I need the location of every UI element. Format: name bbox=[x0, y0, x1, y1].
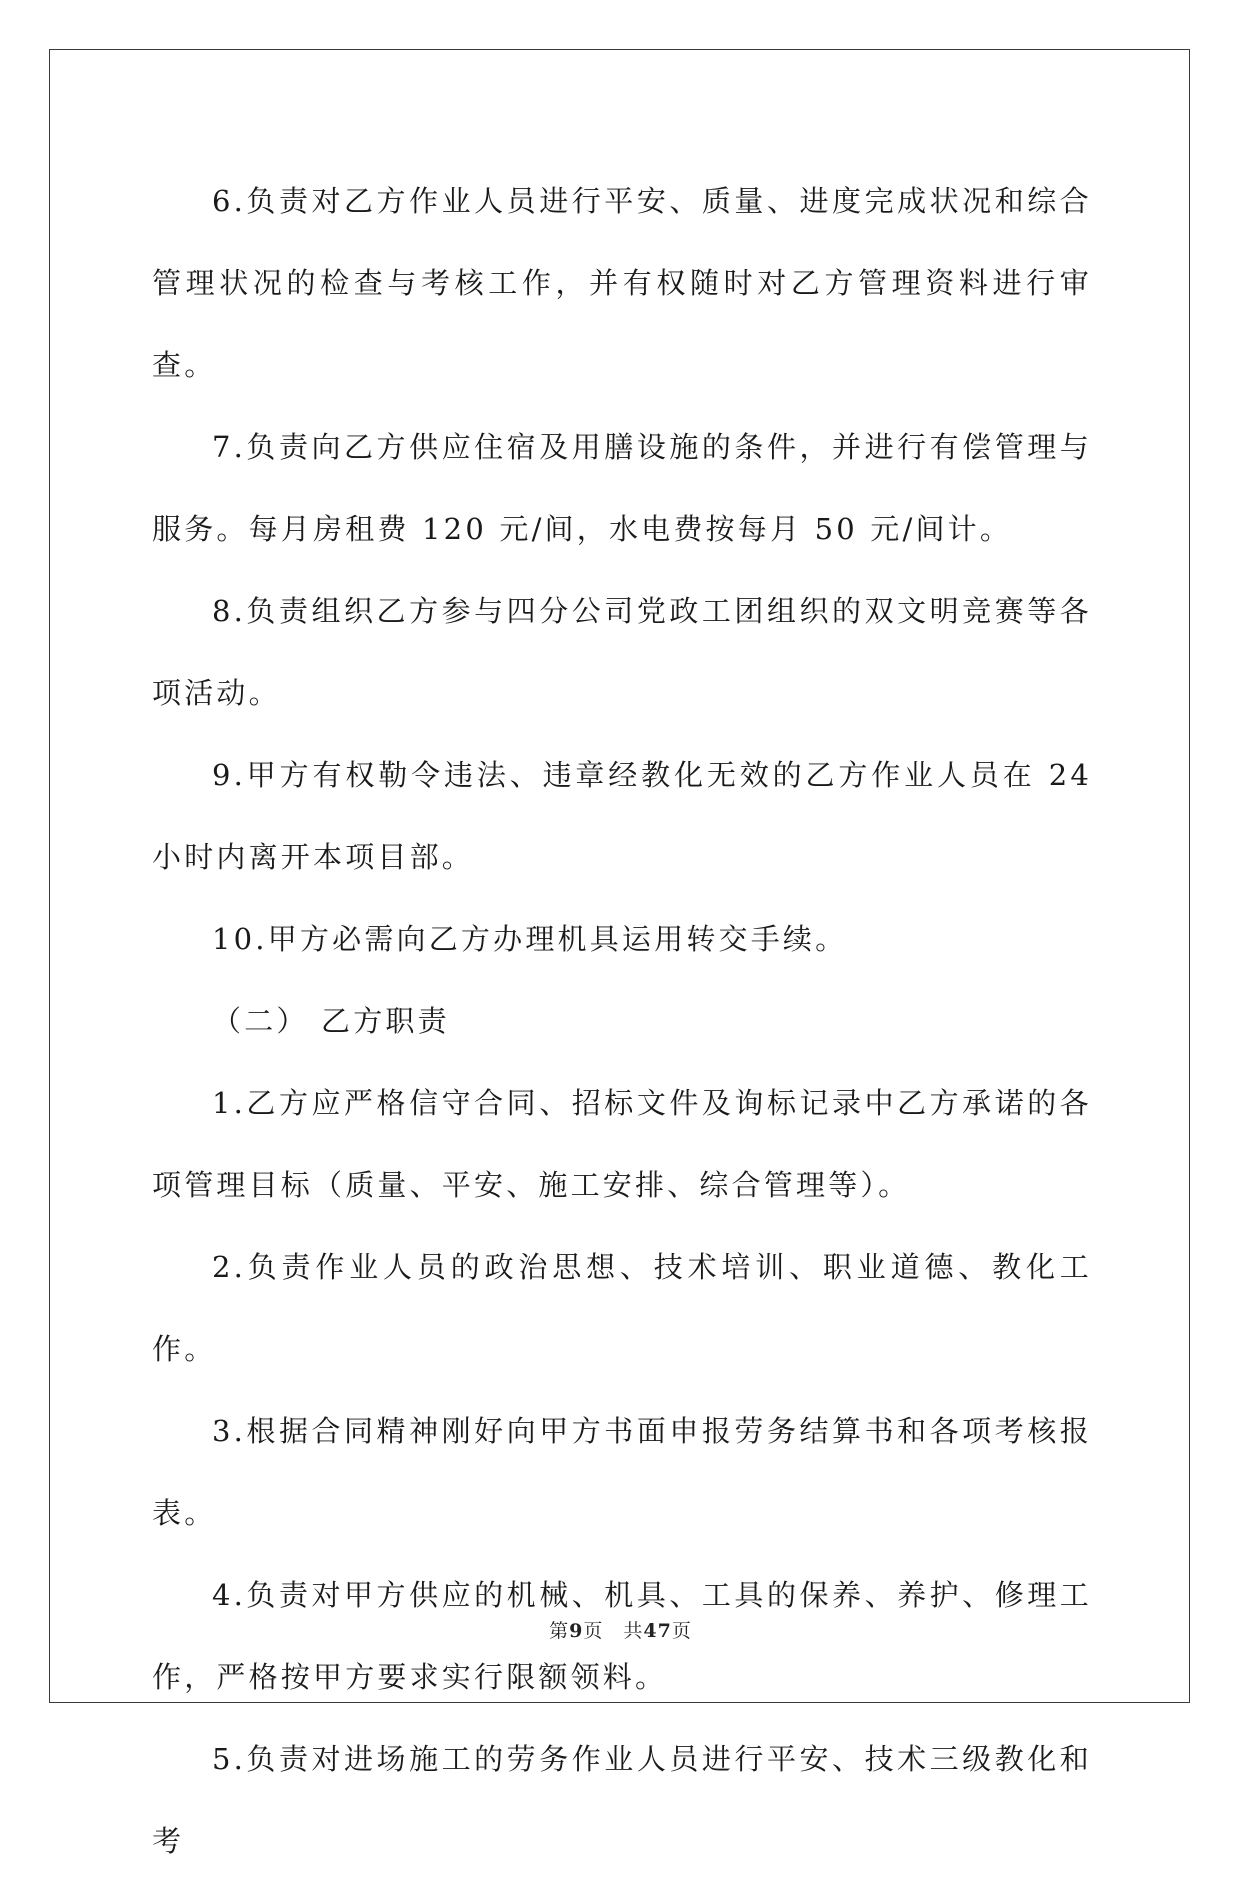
section-heading-party-b: （二） 乙方职责 bbox=[212, 1004, 450, 1038]
paragraph-9: 9.甲方有权勒令违法、违章经教化无效的乙方作业人员在 24 小时内离开本项目部。 bbox=[152, 758, 1092, 874]
paragraph-b1: 1.乙方应严格信守合同、招标文件及询标记录中乙方承诺的各项管理目标（质量、平安、施工安排、综合管理等）。 bbox=[152, 1086, 1092, 1202]
paragraph-b5: 5.负责对进场施工的劳务作业人员进行平安、技术三级教化和考 bbox=[152, 1742, 1092, 1858]
footer-total-suffix: 页 bbox=[671, 1620, 692, 1642]
footer-page-suffix: 页 bbox=[583, 1620, 604, 1642]
paragraph-10: 10.甲方必需向乙方办理机具运用转交手续。 bbox=[212, 922, 848, 956]
paragraph-8: 8.负责组织乙方参与四分公司党政工团组织的双文明竞赛等各项活动。 bbox=[152, 594, 1092, 710]
page-footer bbox=[0, 1616, 1241, 1643]
paragraph-6: 6.负责对乙方作业人员进行平安、质量、进度完成状况和综合管理状况的检查与考核工作，并有权随时对乙方管理资料进行审查。 bbox=[152, 184, 1092, 382]
footer-prefix: 第 bbox=[549, 1620, 570, 1642]
paragraph-b4: 4.负责对甲方供应的机械、机具、工具的保养、养护、修理工作，严格按甲方要求实行限额领料。 bbox=[152, 1578, 1092, 1694]
paragraph-7: 7.负责向乙方供应住宿及用膳设施的条件，并进行有偿管理与服务。每月房租费 120 元/间，水电费按每月 50 元/间计。 bbox=[152, 430, 1092, 546]
footer-total-prefix: 共 bbox=[623, 1620, 644, 1642]
page-number: 9 bbox=[569, 1620, 584, 1642]
total-pages: 47 bbox=[643, 1620, 672, 1642]
paragraph-b2: 2.负责作业人员的政治思想、技术培训、职业道德、教化工作。 bbox=[152, 1250, 1092, 1366]
paragraph-b3: 3.根据合同精神刚好向甲方书面申报劳务结算书和各项考核报表。 bbox=[152, 1414, 1092, 1530]
